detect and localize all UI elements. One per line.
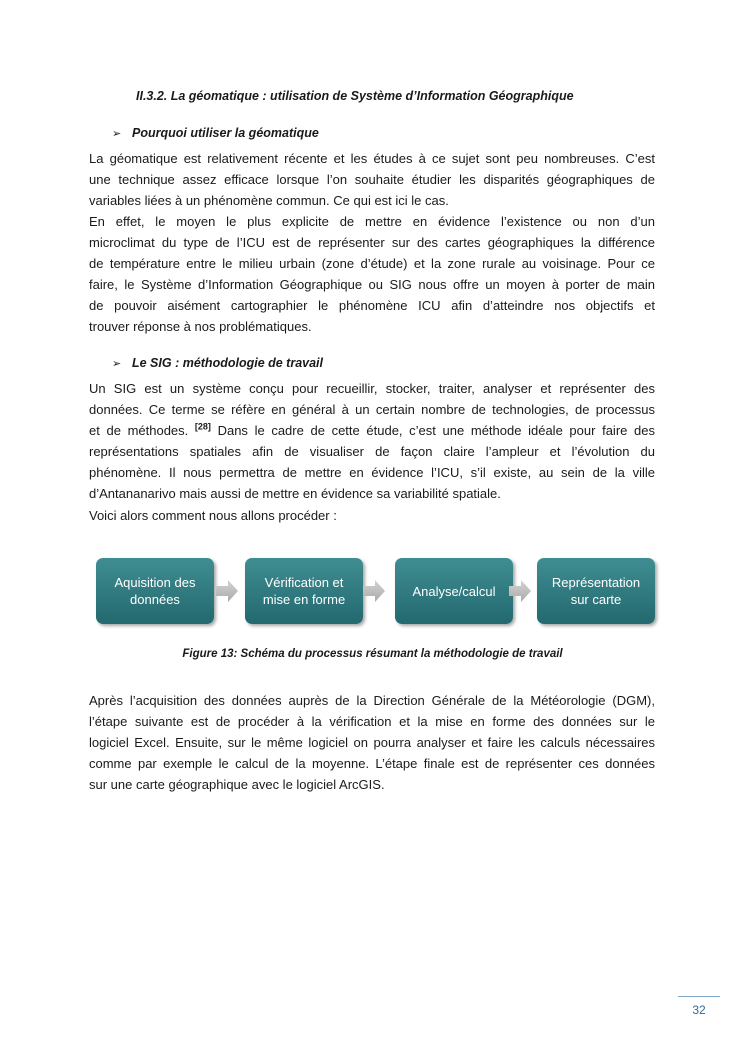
- text-line: sur une carte géographique avec le logiciel ArcGIS.: [89, 777, 385, 793]
- figure-caption: Figure 13: Schéma du processus résumant la méthodologie de travail: [182, 648, 563, 660]
- flow-arrow-icon: [509, 579, 531, 603]
- page-number-rule: [678, 996, 720, 997]
- paragraph-sig-definition: [89, 378, 655, 526]
- text-line: l’étape suivante est de procéder à la vérification et la mise en forme des données sur le: [89, 714, 655, 730]
- text-line: microclimat du type de l’ICU est de représenter sur des cartes géographiques la différence: [89, 235, 655, 251]
- text-line: une technique assez efficace lorsque l’on souhaite étudier les disparités géographiques de: [89, 172, 655, 188]
- text-fragment: Dans le cadre de cette étude, c’est une méthode idéale pour faire des: [217, 423, 655, 439]
- text-line: données. Ce terme se réfère en général à un certain nombre de technologies, de processus: [89, 402, 655, 418]
- text-line: La géomatique est relativement récente et les études à ce sujet sont peu nombreuses. C’est: [89, 151, 655, 166]
- paragraph-procedure: [89, 690, 655, 795]
- arrow-bullet-icon: ➢: [112, 358, 122, 370]
- text-line: En effet, le moyen le plus explicite de mettre en évidence l’existence ou non d’un: [89, 214, 655, 229]
- text-line: d’Antananarivo mais aussi de mettre en évidence sa variabilité spatiale.: [89, 486, 501, 502]
- flow-arrow-icon: [363, 579, 385, 603]
- flow-step-label: mise en forme: [262, 592, 346, 607]
- flow-step-label: Analyse/calcul: [412, 583, 496, 599]
- text-line: phénomène. Il nous permettra de mettre en évidence l’ICU, s’il existe, au sein de la ville: [89, 465, 655, 481]
- text-line: Voici alors comment nous allons procéder :: [89, 507, 337, 523]
- bullet-heading-sig-method: [112, 356, 323, 370]
- paragraph-intro: [89, 148, 655, 211]
- text-line: trouver réponse à nos problématiques.: [89, 319, 312, 335]
- flow-step-acquisition: [96, 558, 214, 624]
- bullet-heading-text: Pourquoi utiliser la géomatique: [132, 126, 319, 140]
- text-line: faire, le Système d’Information Géographique ou SIG nous offre un moyen à porter de main: [89, 277, 655, 293]
- flow-step-label: sur carte: [570, 592, 622, 607]
- flow-step-analysis: [395, 558, 513, 624]
- text-line: de pouvoir aisément cartographier le phénomène ICU afin d’atteindre nos objectifs et: [89, 298, 655, 314]
- text-line: de température entre le milieu urbain (zone d’étude) et la zone rurale au voisinage. Pour ce: [89, 256, 655, 272]
- text-fragment: et de méthodes.: [89, 423, 189, 439]
- arrow-bullet-icon: ➢: [112, 128, 122, 140]
- text-line: logiciel Excel. Ensuite, sur le même logiciel on pourra analyser et faire les calculs nécessaires: [89, 735, 655, 751]
- text-line: comme par exemple le calcul de la moyenne. L’étape finale est de représenter ces données: [89, 756, 655, 772]
- flow-step-label: données: [130, 592, 180, 607]
- citation-reference: [28]: [194, 421, 211, 432]
- bullet-heading-why-geomatics: [112, 126, 319, 140]
- page-number: 32: [692, 1003, 706, 1017]
- text-line: Après l’acquisition des données auprès de la Direction Générale de la Météorologie (DGM),: [89, 693, 655, 708]
- flow-step-representation: [537, 558, 655, 624]
- section-heading: II.3.2. La géomatique : utilisation de Système d’Information Géographique: [136, 89, 574, 103]
- flow-arrow-icon: [216, 579, 238, 603]
- paragraph-purpose: [89, 211, 655, 338]
- bullet-heading-text: Le SIG : méthodologie de travail: [132, 356, 324, 370]
- flow-step-verification: [245, 558, 363, 624]
- text-line: Un SIG est un système conçu pour recueillir, stocker, traiter, analyser et représenter des: [89, 381, 655, 396]
- text-line: représentations spatiales afin de visualiser de façon claire l’ampleur et l’évolution du: [89, 444, 655, 460]
- process-flow-diagram: [96, 558, 656, 626]
- flow-step-label: Aquisition des: [114, 575, 196, 590]
- text-line: [89, 420, 655, 441]
- text-line: variables liées à un phénomène commun. Ce qui est ici le cas.: [89, 193, 449, 209]
- flow-step-label: Représentation: [551, 575, 641, 590]
- flow-step-label: Vérification et: [264, 575, 344, 590]
